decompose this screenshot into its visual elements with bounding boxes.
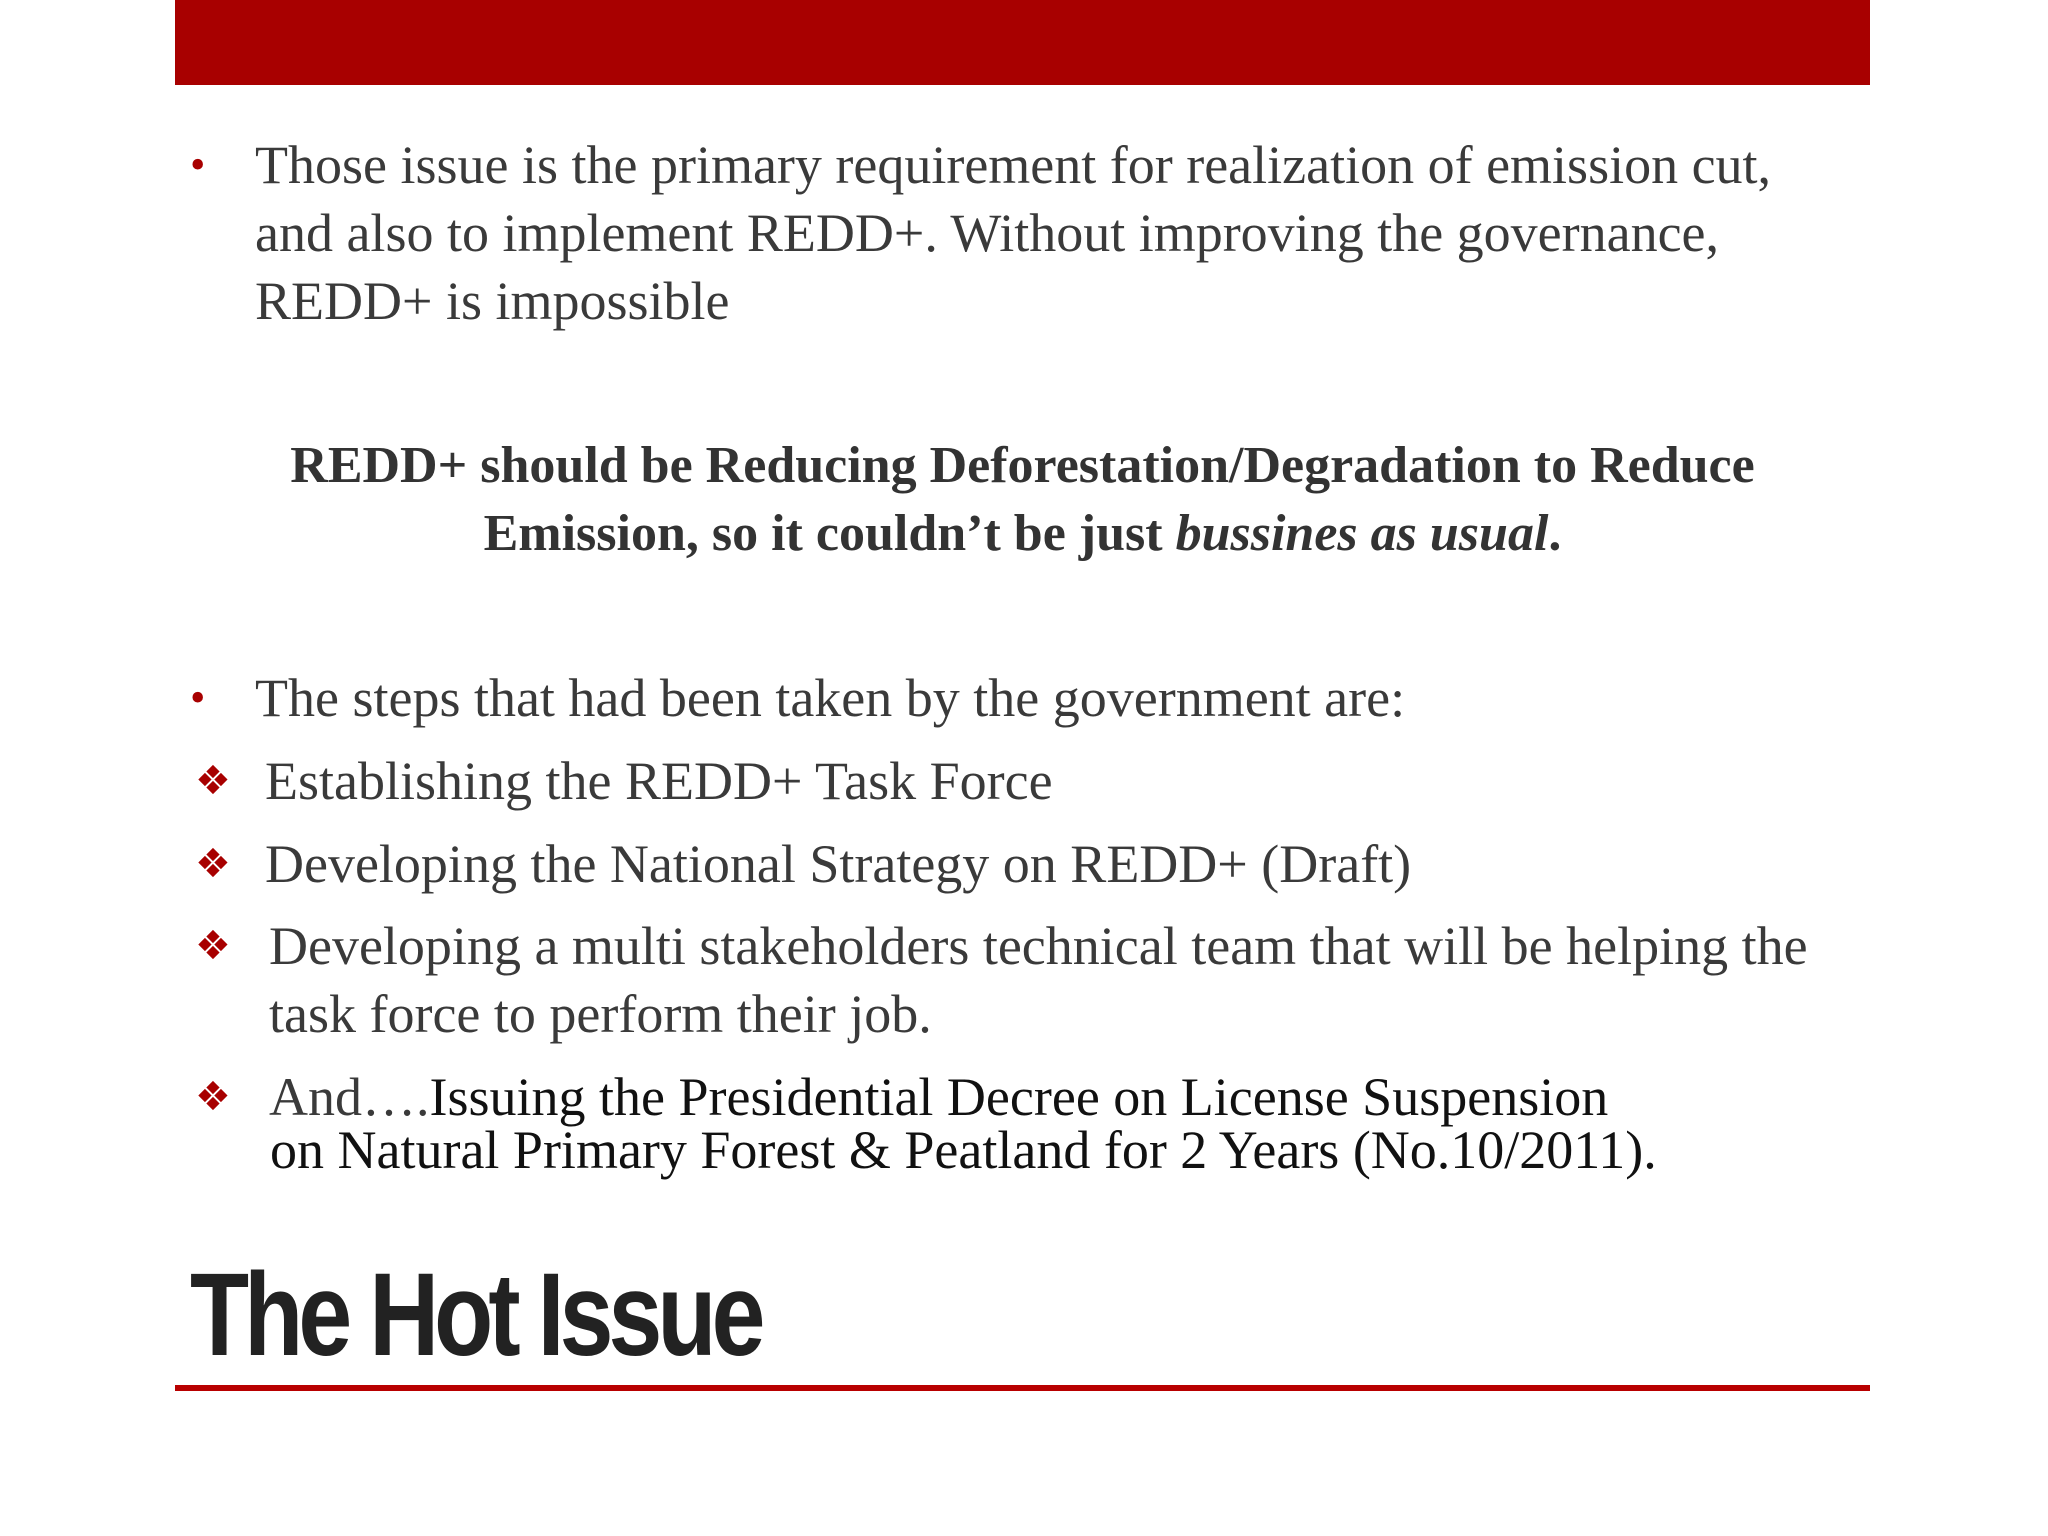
emphasis-statement (175, 432, 1870, 568)
step-item-national-strategy (195, 830, 1825, 898)
step-item-task-force (195, 747, 1825, 815)
emphasis-line-2-suffix: . (1548, 505, 1562, 562)
title-underline (175, 1385, 1870, 1391)
bullet-icon: • (190, 673, 206, 722)
diamond-bullet-icon: ❖ (195, 841, 231, 887)
step-item-technical-team (195, 912, 1809, 1048)
diamond-bullet-icon: ❖ (195, 923, 231, 969)
bullet-item-steps (190, 664, 1830, 732)
slide-title: The Hot Issue (190, 1249, 761, 1381)
emphasis-line-1: REDD+ should be Reducing Deforestation/Degradation to Reduce (290, 437, 1755, 494)
step-text-decree-prefix: And…. (269, 1067, 430, 1127)
emphasis-italic-phrase: bussines as usual (1175, 505, 1549, 562)
bullet-text-steps: The steps that had been taken by the government are: (255, 668, 1406, 728)
step-text: Developing a multi stakeholders technical team that will be helping the task force to perform their job. (269, 916, 1808, 1044)
step-text: Establishing the REDD+ Task Force (265, 751, 1053, 811)
bullet-text-requirement: Those issue is the primary requirement for realization of emission cut, and also to implement REDD+. Without improving the governance, REDD+ is impossible (255, 135, 1772, 331)
diamond-bullet-icon: ❖ (195, 758, 231, 804)
bullet-icon: • (190, 140, 206, 189)
bullet-item-requirement (190, 131, 1830, 335)
step-text-decree-continuation: on Natural Primary Forest & Peatland for 2 Years (No.10/2011). (270, 1120, 1657, 1180)
emphasis-line-2 (175, 500, 1870, 568)
emphasis-line-2-prefix: Emission, so it couldn’t be just (483, 505, 1176, 562)
step-text: Developing the National Strategy on REDD+ (Draft) (265, 834, 1412, 894)
diamond-bullet-icon: ❖ (195, 1074, 231, 1120)
top-accent-bar (175, 0, 1870, 85)
step-text-decree-main: Issuing the Presidential Decree on License Suspension (429, 1067, 1609, 1127)
